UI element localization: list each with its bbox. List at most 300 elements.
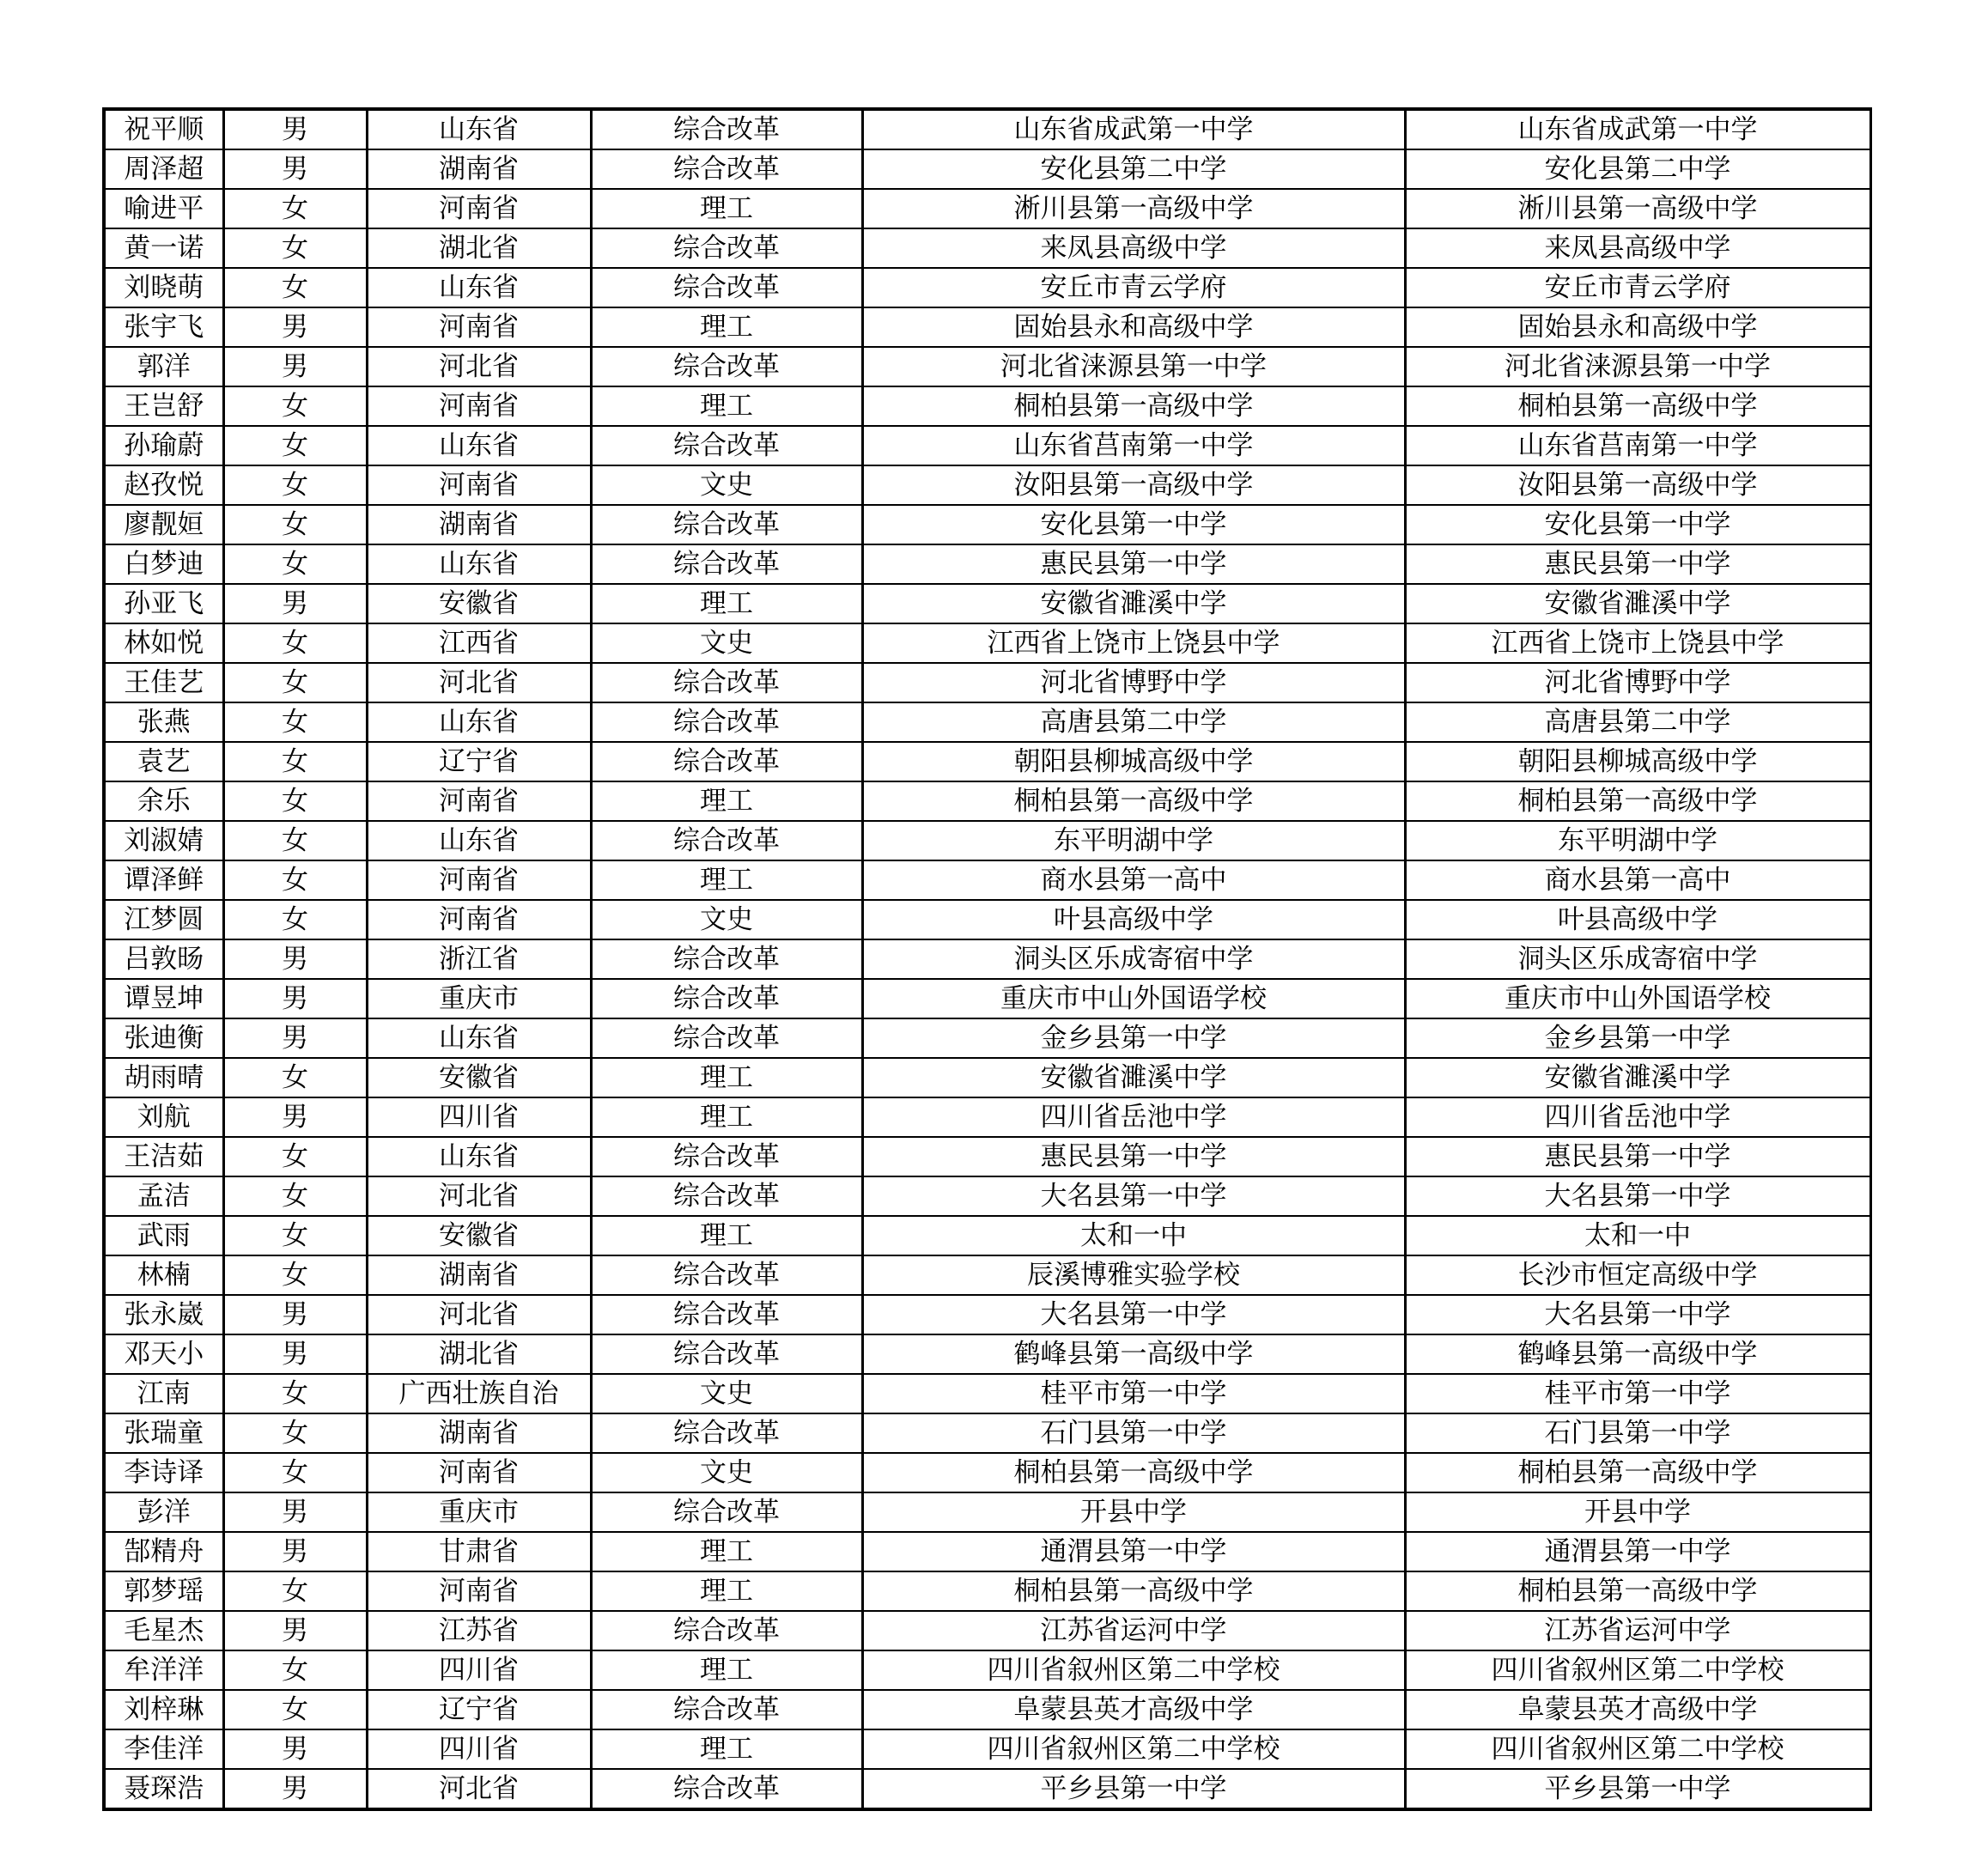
table-row — [104, 1729, 1870, 1769]
school-cell: 朝阳县柳城高级中学 — [862, 742, 1405, 781]
province-cell: 河南省 — [367, 307, 591, 347]
school-cell: 汝阳县第一高级中学 — [862, 465, 1405, 505]
gender-cell: 女 — [223, 1453, 367, 1492]
school-cell-2: 桐柏县第一高级中学 — [1405, 1571, 1870, 1611]
table-row — [104, 189, 1870, 228]
table-row — [104, 1571, 1870, 1611]
name-cell: 林楠 — [104, 1255, 223, 1295]
table-row — [104, 623, 1870, 663]
table-row — [104, 702, 1870, 742]
school-cell: 鹤峰县第一高级中学 — [862, 1334, 1405, 1374]
school-cell-2: 安丘市青云学府 — [1405, 268, 1870, 307]
subject-cell: 综合改革 — [591, 702, 862, 742]
name-cell: 白梦迪 — [104, 544, 223, 584]
gender-cell: 女 — [223, 1650, 367, 1690]
school-cell-2: 江苏省运河中学 — [1405, 1611, 1870, 1650]
school-cell: 阜蒙县英才高级中学 — [862, 1690, 1405, 1729]
school-cell-2: 桂平市第一中学 — [1405, 1374, 1870, 1413]
school-cell-2: 河北省博野中学 — [1405, 663, 1870, 702]
school-cell: 洞头区乐成寄宿中学 — [862, 939, 1405, 979]
school-cell: 太和一中 — [862, 1216, 1405, 1255]
school-cell: 安化县第一中学 — [862, 505, 1405, 544]
province-cell: 河南省 — [367, 465, 591, 505]
school-cell-2: 四川省岳池中学 — [1405, 1097, 1870, 1137]
name-cell: 王岂舒 — [104, 386, 223, 426]
school-cell: 桐柏县第一高级中学 — [862, 1571, 1405, 1611]
school-cell-2: 固始县永和高级中学 — [1405, 307, 1870, 347]
school-cell-2: 安化县第二中学 — [1405, 149, 1870, 189]
name-cell: 谭昱坤 — [104, 979, 223, 1018]
gender-cell: 女 — [223, 465, 367, 505]
school-cell-2: 洞头区乐成寄宿中学 — [1405, 939, 1870, 979]
table-row — [104, 426, 1870, 465]
school-cell: 桂平市第一中学 — [862, 1374, 1405, 1413]
gender-cell: 女 — [223, 1216, 367, 1255]
table-row — [104, 860, 1870, 900]
gender-cell: 女 — [223, 544, 367, 584]
gender-cell: 男 — [223, 1532, 367, 1571]
subject-cell: 理工 — [591, 860, 862, 900]
school-cell: 金乡县第一中学 — [862, 1018, 1405, 1058]
subject-cell: 综合改革 — [591, 1690, 862, 1729]
table-row — [104, 1413, 1870, 1453]
province-cell: 广西壮族自治 — [367, 1374, 591, 1413]
province-cell: 河北省 — [367, 1295, 591, 1334]
gender-cell: 女 — [223, 505, 367, 544]
gender-cell: 女 — [223, 1413, 367, 1453]
name-cell: 刘晓萌 — [104, 268, 223, 307]
table-row — [104, 900, 1870, 939]
province-cell: 重庆市 — [367, 1492, 591, 1532]
name-cell: 黄一诺 — [104, 228, 223, 268]
subject-cell: 文史 — [591, 465, 862, 505]
school-cell-2: 河北省涞源县第一中学 — [1405, 347, 1870, 386]
school-cell-2: 平乡县第一中学 — [1405, 1769, 1870, 1809]
name-cell: 祝平顺 — [104, 109, 223, 149]
school-cell: 来凤县高级中学 — [862, 228, 1405, 268]
province-cell: 山东省 — [367, 109, 591, 149]
school-cell-2: 石门县第一中学 — [1405, 1413, 1870, 1453]
school-cell: 安徽省濉溪中学 — [862, 584, 1405, 623]
table-row — [104, 1611, 1870, 1650]
subject-cell: 综合改革 — [591, 1769, 862, 1809]
gender-cell: 男 — [223, 1769, 367, 1809]
province-cell: 安徽省 — [367, 1216, 591, 1255]
name-cell: 刘梓琳 — [104, 1690, 223, 1729]
subject-cell: 理工 — [591, 781, 862, 821]
table-row — [104, 1650, 1870, 1690]
table-row — [104, 268, 1870, 307]
school-cell-2: 东平明湖中学 — [1405, 821, 1870, 860]
school-cell-2: 四川省叙州区第二中学校 — [1405, 1729, 1870, 1769]
school-cell: 桐柏县第一高级中学 — [862, 386, 1405, 426]
subject-cell: 综合改革 — [591, 821, 862, 860]
name-cell: 赵孜悦 — [104, 465, 223, 505]
school-cell-2: 商水县第一高中 — [1405, 860, 1870, 900]
school-cell-2: 大名县第一中学 — [1405, 1176, 1870, 1216]
name-cell: 吕敦旸 — [104, 939, 223, 979]
school-cell-2: 惠民县第一中学 — [1405, 1137, 1870, 1176]
name-cell: 孟洁 — [104, 1176, 223, 1216]
gender-cell: 男 — [223, 1492, 367, 1532]
province-cell: 辽宁省 — [367, 1690, 591, 1729]
name-cell: 林如悦 — [104, 623, 223, 663]
school-cell-2: 桐柏县第一高级中学 — [1405, 781, 1870, 821]
subject-cell: 综合改革 — [591, 1176, 862, 1216]
province-cell: 四川省 — [367, 1729, 591, 1769]
school-cell-2: 鹤峰县第一高级中学 — [1405, 1334, 1870, 1374]
school-cell-2: 惠民县第一中学 — [1405, 544, 1870, 584]
subject-cell: 文史 — [591, 1374, 862, 1413]
gender-cell: 女 — [223, 623, 367, 663]
table-row — [104, 1334, 1870, 1374]
table-row — [104, 1255, 1870, 1295]
gender-cell: 女 — [223, 1058, 367, 1097]
gender-cell: 女 — [223, 1137, 367, 1176]
school-cell-2: 通渭县第一中学 — [1405, 1532, 1870, 1571]
name-cell: 袁艺 — [104, 742, 223, 781]
school-cell-2: 桐柏县第一高级中学 — [1405, 1453, 1870, 1492]
school-cell: 通渭县第一中学 — [862, 1532, 1405, 1571]
gender-cell: 男 — [223, 1334, 367, 1374]
school-cell: 固始县永和高级中学 — [862, 307, 1405, 347]
name-cell: 周泽超 — [104, 149, 223, 189]
name-cell: 彭洋 — [104, 1492, 223, 1532]
subject-cell: 综合改革 — [591, 939, 862, 979]
school-cell: 四川省叙州区第二中学校 — [862, 1650, 1405, 1690]
school-cell: 重庆市中山外国语学校 — [862, 979, 1405, 1018]
subject-cell: 综合改革 — [591, 1137, 862, 1176]
gender-cell: 男 — [223, 1097, 367, 1137]
province-cell: 山东省 — [367, 702, 591, 742]
subject-cell: 综合改革 — [591, 347, 862, 386]
school-cell: 江苏省运河中学 — [862, 1611, 1405, 1650]
subject-cell: 综合改革 — [591, 1413, 862, 1453]
school-cell: 安徽省濉溪中学 — [862, 1058, 1405, 1097]
school-cell-2: 汝阳县第一高级中学 — [1405, 465, 1870, 505]
name-cell: 毛星杰 — [104, 1611, 223, 1650]
school-cell: 安丘市青云学府 — [862, 268, 1405, 307]
school-cell: 河北省涞源县第一中学 — [862, 347, 1405, 386]
school-cell-2: 太和一中 — [1405, 1216, 1870, 1255]
subject-cell: 文史 — [591, 900, 862, 939]
gender-cell: 女 — [223, 1255, 367, 1295]
province-cell: 辽宁省 — [367, 742, 591, 781]
school-cell-2: 安化县第一中学 — [1405, 505, 1870, 544]
table-row — [104, 386, 1870, 426]
school-cell: 江西省上饶市上饶县中学 — [862, 623, 1405, 663]
name-cell: 孙亚飞 — [104, 584, 223, 623]
school-cell-2: 开县中学 — [1405, 1492, 1870, 1532]
province-cell: 湖南省 — [367, 149, 591, 189]
province-cell: 江苏省 — [367, 1611, 591, 1650]
province-cell: 山东省 — [367, 821, 591, 860]
subject-cell: 理工 — [591, 1216, 862, 1255]
province-cell: 山东省 — [367, 268, 591, 307]
school-cell-2: 重庆市中山外国语学校 — [1405, 979, 1870, 1018]
table-row — [104, 1374, 1870, 1413]
student-table — [102, 107, 1872, 1811]
school-cell-2: 朝阳县柳城高级中学 — [1405, 742, 1870, 781]
gender-cell: 女 — [223, 742, 367, 781]
subject-cell: 综合改革 — [591, 228, 862, 268]
name-cell: 郭洋 — [104, 347, 223, 386]
gender-cell: 女 — [223, 821, 367, 860]
school-cell-2: 安徽省濉溪中学 — [1405, 584, 1870, 623]
province-cell: 山东省 — [367, 544, 591, 584]
province-cell: 浙江省 — [367, 939, 591, 979]
school-cell-2: 淅川县第一高级中学 — [1405, 189, 1870, 228]
province-cell: 河北省 — [367, 663, 591, 702]
subject-cell: 理工 — [591, 1729, 862, 1769]
table-row — [104, 781, 1870, 821]
name-cell: 张宇飞 — [104, 307, 223, 347]
province-cell: 湖北省 — [367, 228, 591, 268]
gender-cell: 女 — [223, 189, 367, 228]
subject-cell: 理工 — [591, 1532, 862, 1571]
gender-cell: 男 — [223, 1018, 367, 1058]
subject-cell: 理工 — [591, 1097, 862, 1137]
subject-cell: 综合改革 — [591, 1334, 862, 1374]
province-cell: 四川省 — [367, 1650, 591, 1690]
province-cell: 河南省 — [367, 386, 591, 426]
province-cell: 湖南省 — [367, 505, 591, 544]
table-row — [104, 1492, 1870, 1532]
subject-cell: 综合改革 — [591, 1018, 862, 1058]
school-cell-2: 高唐县第二中学 — [1405, 702, 1870, 742]
name-cell: 谭泽鲜 — [104, 860, 223, 900]
subject-cell: 综合改革 — [591, 268, 862, 307]
province-cell: 河南省 — [367, 900, 591, 939]
gender-cell: 女 — [223, 1374, 367, 1413]
table-row — [104, 1097, 1870, 1137]
name-cell: 郭梦瑶 — [104, 1571, 223, 1611]
table-row — [104, 742, 1870, 781]
school-cell-2: 大名县第一中学 — [1405, 1295, 1870, 1334]
table-row — [104, 544, 1870, 584]
name-cell: 江梦圆 — [104, 900, 223, 939]
school-cell: 河北省博野中学 — [862, 663, 1405, 702]
subject-cell: 综合改革 — [591, 109, 862, 149]
subject-cell: 理工 — [591, 1058, 862, 1097]
gender-cell: 男 — [223, 1729, 367, 1769]
table-row — [104, 149, 1870, 189]
gender-cell: 女 — [223, 781, 367, 821]
school-cell: 惠民县第一中学 — [862, 1137, 1405, 1176]
name-cell: 刘航 — [104, 1097, 223, 1137]
school-cell: 大名县第一中学 — [862, 1176, 1405, 1216]
gender-cell: 女 — [223, 1690, 367, 1729]
province-cell: 山东省 — [367, 1018, 591, 1058]
school-cell: 开县中学 — [862, 1492, 1405, 1532]
name-cell: 王洁茹 — [104, 1137, 223, 1176]
school-cell: 山东省成武第一中学 — [862, 109, 1405, 149]
subject-cell: 文史 — [591, 1453, 862, 1492]
subject-cell: 理工 — [591, 1650, 862, 1690]
subject-cell: 综合改革 — [591, 1611, 862, 1650]
province-cell: 河南省 — [367, 781, 591, 821]
school-cell-2: 叶县高级中学 — [1405, 900, 1870, 939]
subject-cell: 理工 — [591, 189, 862, 228]
table-row — [104, 584, 1870, 623]
school-cell-2: 四川省叙州区第二中学校 — [1405, 1650, 1870, 1690]
province-cell: 河南省 — [367, 1571, 591, 1611]
name-cell: 王佳艺 — [104, 663, 223, 702]
province-cell: 湖南省 — [367, 1413, 591, 1453]
province-cell: 安徽省 — [367, 584, 591, 623]
school-cell-2: 来凤县高级中学 — [1405, 228, 1870, 268]
name-cell: 张瑞童 — [104, 1413, 223, 1453]
table-row — [104, 663, 1870, 702]
name-cell: 邓天小 — [104, 1334, 223, 1374]
subject-cell: 综合改革 — [591, 742, 862, 781]
subject-cell: 综合改革 — [591, 979, 862, 1018]
province-cell: 山东省 — [367, 1137, 591, 1176]
province-cell: 四川省 — [367, 1097, 591, 1137]
table-row — [104, 1453, 1870, 1492]
school-cell: 淅川县第一高级中学 — [862, 189, 1405, 228]
subject-cell: 综合改革 — [591, 1295, 862, 1334]
gender-cell: 男 — [223, 1611, 367, 1650]
subject-cell: 文史 — [591, 623, 862, 663]
table-row — [104, 1176, 1870, 1216]
school-cell: 四川省岳池中学 — [862, 1097, 1405, 1137]
subject-cell: 理工 — [591, 307, 862, 347]
subject-cell: 理工 — [591, 1571, 862, 1611]
gender-cell: 男 — [223, 109, 367, 149]
table-row — [104, 228, 1870, 268]
school-cell: 石门县第一中学 — [862, 1413, 1405, 1453]
subject-cell: 理工 — [591, 386, 862, 426]
province-cell: 河北省 — [367, 1176, 591, 1216]
province-cell: 河北省 — [367, 347, 591, 386]
table-row — [104, 1137, 1870, 1176]
school-cell: 商水县第一高中 — [862, 860, 1405, 900]
gender-cell: 女 — [223, 702, 367, 742]
table-row — [104, 307, 1870, 347]
subject-cell: 综合改革 — [591, 505, 862, 544]
school-cell: 桐柏县第一高级中学 — [862, 1453, 1405, 1492]
gender-cell: 女 — [223, 860, 367, 900]
table-row — [104, 109, 1870, 149]
province-cell: 河北省 — [367, 1769, 591, 1809]
gender-cell: 男 — [223, 347, 367, 386]
school-cell: 平乡县第一中学 — [862, 1769, 1405, 1809]
gender-cell: 女 — [223, 663, 367, 702]
gender-cell: 女 — [223, 426, 367, 465]
table-row — [104, 821, 1870, 860]
name-cell: 武雨 — [104, 1216, 223, 1255]
gender-cell: 男 — [223, 307, 367, 347]
name-cell: 郜精舟 — [104, 1532, 223, 1571]
subject-cell: 综合改革 — [591, 149, 862, 189]
subject-cell: 综合改革 — [591, 426, 862, 465]
gender-cell: 男 — [223, 149, 367, 189]
gender-cell: 男 — [223, 584, 367, 623]
name-cell: 江南 — [104, 1374, 223, 1413]
school-cell: 安化县第二中学 — [862, 149, 1405, 189]
table-row — [104, 979, 1870, 1018]
school-cell-2: 桐柏县第一高级中学 — [1405, 386, 1870, 426]
school-cell: 惠民县第一中学 — [862, 544, 1405, 584]
school-cell: 桐柏县第一高级中学 — [862, 781, 1405, 821]
table-body — [104, 109, 1870, 1809]
gender-cell: 女 — [223, 900, 367, 939]
table-row — [104, 1216, 1870, 1255]
province-cell: 河南省 — [367, 860, 591, 900]
school-cell: 山东省莒南第一中学 — [862, 426, 1405, 465]
school-cell: 大名县第一中学 — [862, 1295, 1405, 1334]
province-cell: 江西省 — [367, 623, 591, 663]
province-cell: 河南省 — [367, 1453, 591, 1492]
table-row — [104, 939, 1870, 979]
province-cell: 湖南省 — [367, 1255, 591, 1295]
province-cell: 湖北省 — [367, 1334, 591, 1374]
province-cell: 山东省 — [367, 426, 591, 465]
table-row — [104, 465, 1870, 505]
school-cell: 辰溪博雅实验学校 — [862, 1255, 1405, 1295]
school-cell-2: 长沙市恒定高级中学 — [1405, 1255, 1870, 1295]
school-cell-2: 金乡县第一中学 — [1405, 1018, 1870, 1058]
name-cell: 孙瑜蔚 — [104, 426, 223, 465]
school-cell: 四川省叙州区第二中学校 — [862, 1729, 1405, 1769]
subject-cell: 理工 — [591, 584, 862, 623]
name-cell: 廖靓姮 — [104, 505, 223, 544]
name-cell: 张永崴 — [104, 1295, 223, 1334]
table-row — [104, 1769, 1870, 1809]
gender-cell: 男 — [223, 1295, 367, 1334]
school-cell-2: 山东省成武第一中学 — [1405, 109, 1870, 149]
name-cell: 喻进平 — [104, 189, 223, 228]
gender-cell: 女 — [223, 1571, 367, 1611]
table-row — [104, 505, 1870, 544]
name-cell: 余乐 — [104, 781, 223, 821]
subject-cell: 综合改革 — [591, 1492, 862, 1532]
gender-cell: 女 — [223, 1176, 367, 1216]
school-cell: 东平明湖中学 — [862, 821, 1405, 860]
school-cell-2: 安徽省濉溪中学 — [1405, 1058, 1870, 1097]
gender-cell: 女 — [223, 268, 367, 307]
school-cell-2: 阜蒙县英才高级中学 — [1405, 1690, 1870, 1729]
school-cell-2: 江西省上饶市上饶县中学 — [1405, 623, 1870, 663]
name-cell: 张迪衡 — [104, 1018, 223, 1058]
name-cell: 李诗译 — [104, 1453, 223, 1492]
gender-cell: 女 — [223, 386, 367, 426]
school-cell: 叶县高级中学 — [862, 900, 1405, 939]
table-row — [104, 347, 1870, 386]
name-cell: 张燕 — [104, 702, 223, 742]
province-cell: 甘肃省 — [367, 1532, 591, 1571]
name-cell: 胡雨晴 — [104, 1058, 223, 1097]
subject-cell: 综合改革 — [591, 1255, 862, 1295]
province-cell: 重庆市 — [367, 979, 591, 1018]
table-row — [104, 1058, 1870, 1097]
name-cell: 李佳洋 — [104, 1729, 223, 1769]
subject-cell: 综合改革 — [591, 663, 862, 702]
gender-cell: 女 — [223, 228, 367, 268]
gender-cell: 男 — [223, 939, 367, 979]
table-row — [104, 1532, 1870, 1571]
subject-cell: 综合改革 — [591, 544, 862, 584]
gender-cell: 男 — [223, 979, 367, 1018]
name-cell: 聂琛浩 — [104, 1769, 223, 1809]
name-cell: 刘淑婧 — [104, 821, 223, 860]
table-row — [104, 1690, 1870, 1729]
school-cell: 高唐县第二中学 — [862, 702, 1405, 742]
province-cell: 河南省 — [367, 189, 591, 228]
school-cell-2: 山东省莒南第一中学 — [1405, 426, 1870, 465]
province-cell: 安徽省 — [367, 1058, 591, 1097]
